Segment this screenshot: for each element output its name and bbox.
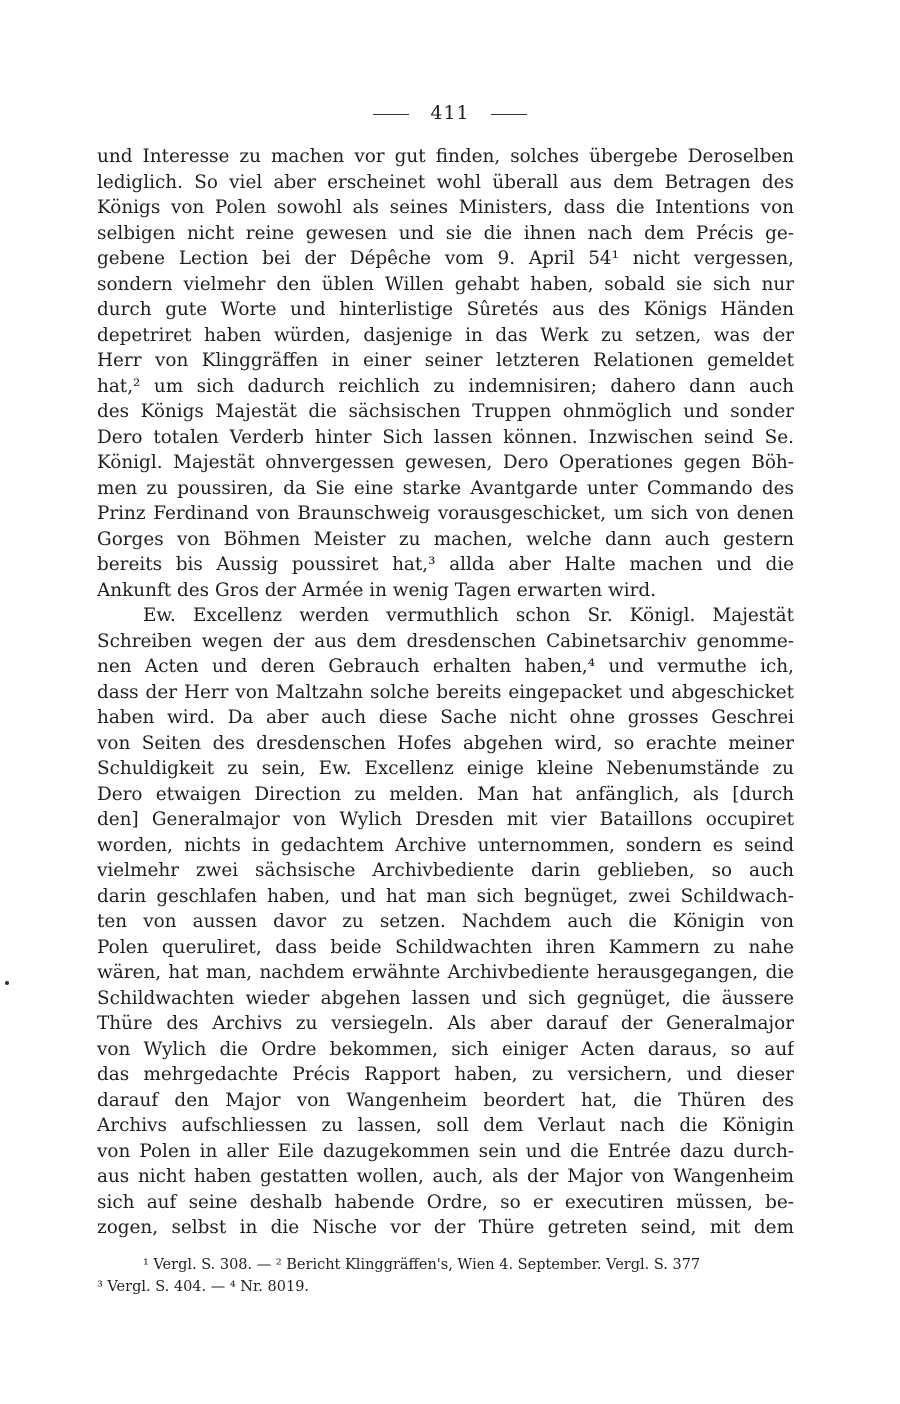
text-line: men zu poussiren, da Sie eine starke Avantgarde unter Commando des — [97, 477, 794, 499]
text-line: dass der Herr von Maltzahn solche bereits eingepacket und abgeschicket — [97, 681, 794, 703]
text-line: Schuldigkeit zu sein, Ew. Excellenz einige kleine Nebenumstände zu — [97, 758, 794, 779]
text-line: durch gute Worte und hinterlistige Sûretés aus des Königs Händen — [97, 299, 794, 320]
text-line: sondern vielmehr den üblen Willen gehabt haben, sobald sie sich nur — [97, 273, 794, 295]
text-line: ten von aussen davor zu setzen. Nachdem auch die Königin von — [97, 911, 794, 932]
text-line: des Königs Majestät die sächsischen Truppen ohnmöglich und sonder — [97, 401, 794, 422]
text-line: bereits bis Aussig poussiret hat,³ allda aber Halte machen und die — [97, 554, 794, 575]
text-line: Dero etwaigen Direction zu melden. Man hat anfänglich, als [durch — [97, 783, 794, 805]
text-line: wären, hat man, nachdem erwähnte Archivbediente herausgegangen, die — [97, 962, 794, 983]
text-line: Dero totalen Verderb hinter Sich lassen können. Inzwischen seind Se. — [97, 426, 794, 448]
header-right-dash — [491, 114, 527, 115]
text-line: worden, nichts in gedachtem Archive unternommen, sondern es seind — [97, 834, 794, 856]
text-line: Prinz Ferdinand von Braunschweig vorausgeschicket, um sich von denen — [97, 503, 794, 524]
text-line: sich auf seine deshalb habende Ordre, so er executiren müssen, be- — [97, 1191, 794, 1213]
footnote-line: ¹ Vergl. S. 308. — ² Bericht Klinggräffen's, Wien 4. September. Vergl. S. 377 — [143, 1257, 701, 1273]
text-line: Polen queruliret, dass beide Schildwachten ihren Kammern zu nahe — [97, 936, 794, 958]
text-line: vielmehr zwei sächsische Archivbediente darin geblieben, so auch — [97, 860, 794, 881]
text-line: Herr von Klinggräffen in einer seiner letzteren Relationen gemeldet — [97, 350, 794, 371]
text-line: selbigen nicht reine gewesen und sie die ihnen nach dem Précis ge- — [97, 222, 794, 244]
text-line: den] Generalmajor von Wylich Dresden mit vier Bataillons occupiret — [97, 809, 794, 830]
text-line: von Polen in aller Eile dazugekommen sein und die Entrée dazu durch- — [97, 1140, 794, 1162]
text-line: haben wird. Da aber auch diese Sache nicht ohne grosses Geschrei — [97, 707, 794, 728]
text-line: von Seiten des dresdenschen Hofes abgehen wird, so erachte meiner — [97, 732, 794, 754]
margin-mark — [5, 981, 9, 985]
body-text — [97, 144, 794, 1241]
text-line: aus nicht haben gestatten wollen, auch, als der Major von Wangenheim — [97, 1166, 794, 1187]
text-line: gebene Lection bei der Dépêche vom 9. April 54¹ nicht vergessen, — [97, 248, 794, 269]
page-header — [0, 100, 900, 126]
text-line: nen Acten und deren Gebrauch erhalten haben,⁴ und vermuthe ich, — [97, 656, 794, 677]
text-line: zogen, selbst in die Nische vor der Thüre getreten seind, mit dem — [97, 1217, 794, 1238]
text-line: das mehrgedachte Précis Rapport haben, zu versichern, und dieser — [97, 1064, 794, 1085]
paragraph-start-line: Ew. Excellenz werden vermuthlich schon Sr. Königl. Majestät — [143, 605, 794, 626]
text-line: Archivs aufschliessen zu lassen, soll dem Verlaut nach die Königin — [97, 1115, 794, 1136]
text-line: Schreiben wegen der aus dem dresdenschen Cabinetsarchiv genomme- — [97, 630, 794, 652]
footnotes — [97, 1254, 794, 1298]
footnote-line: ³ Vergl. S. 404. — ⁴ Nr. 8019. — [97, 1279, 310, 1295]
paragraph-end-line: Ankunft des Gros der Armée in wenig Tagen erwarten wird. — [97, 579, 657, 601]
text-line: Gorges von Böhmen Meister zu machen, welche dann auch gestern — [97, 528, 794, 550]
text-line: von Wylich die Ordre bekommen, sich einiger Acten daraus, so auf — [97, 1038, 794, 1060]
page-number: 411 — [430, 102, 470, 124]
text-line: Königl. Majestät ohnvergessen gewesen, Dero Operationes gegen Böh- — [97, 452, 794, 473]
header-left-dash — [373, 114, 409, 115]
text-line: und Interesse zu machen vor gut finden, solches übergebe Deroselben — [97, 146, 794, 167]
text-line: Thüre des Archivs zu versiegeln. Als aber darauf der Generalmajor — [97, 1013, 794, 1034]
text-line: lediglich. So viel aber erscheinet wohl überall aus dem Betragen des — [97, 171, 794, 193]
text-line: Schildwachten wieder abgehen lassen und sich gegnüget, die äussere — [97, 987, 794, 1009]
text-line: darauf den Major von Wangenheim beordert hat, die Thüren des — [97, 1089, 794, 1111]
text-line: depetriret haben würden, dasjenige in das Werk zu setzen, was der — [97, 324, 794, 346]
text-line: Königs von Polen sowohl als seines Ministers, dass die Intentions von — [97, 197, 794, 218]
text-line: hat,² um sich dadurch reichlich zu indemnisiren; dahero dann auch — [97, 375, 794, 397]
text-line: darin geschlafen haben, und hat man sich begnüget, zwei Schildwach- — [97, 885, 794, 907]
